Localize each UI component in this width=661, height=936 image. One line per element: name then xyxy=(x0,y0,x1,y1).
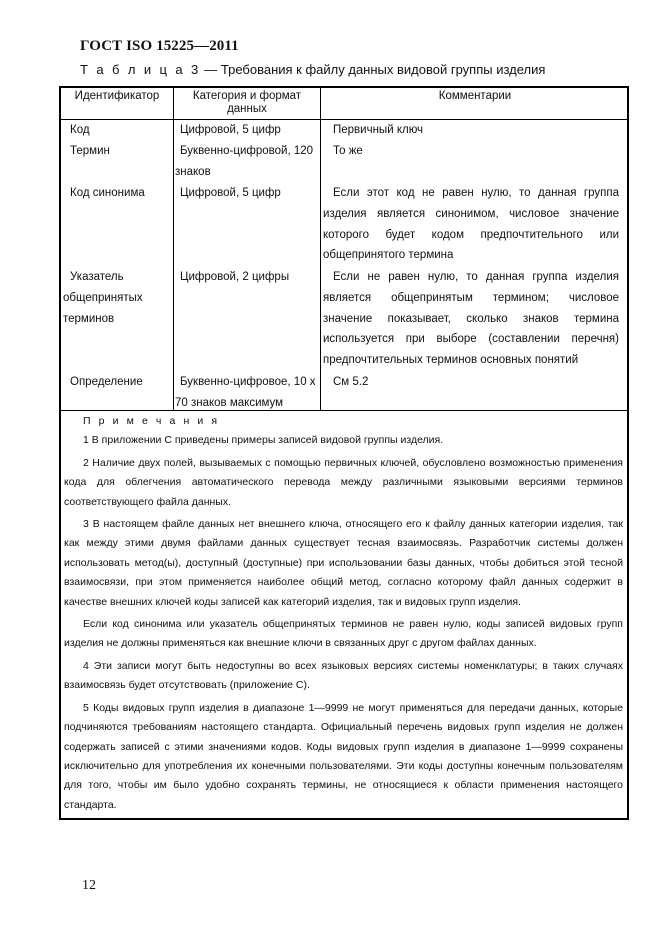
table-cell-id: Код xyxy=(70,124,90,136)
table-caption-label: Т а б л и ц а 3 xyxy=(80,62,201,77)
table-cell-format: Цифровой, 5 цифр xyxy=(180,187,281,199)
note-paragraph: 3 В настоящем файле данных нет внешнего ключа, относящего его к файлу данных категории изделия, так как между этими двумя файлами данных существует тесная взаимосвязь. Разработчик системы должен использовать метод(ы), доступный (доступные) при использовании базы данных, чтобы добиться этой тесной взаимосвязи, при этом применяется наиболее общий метод, согласно которому файл данных содержит в качестве внешних ключей коды записей как категорий изделия, так и видовых групп изделия. xyxy=(64,518,623,608)
column-header-format: Категория и формат данных xyxy=(192,90,302,115)
column-divider xyxy=(173,88,174,410)
table-cell-id: Указатель общепринятых терминов xyxy=(63,271,143,325)
column-header-identifier: Идентификатор xyxy=(74,90,160,102)
note-paragraph: Если код синонима или указатель общепринятых терминов не равен нулю, коды записей видовых групп изделия не должны применяться как внешние ключи в связанных друг с другом файлах данных. xyxy=(64,618,623,650)
note-paragraph: 2 Наличие двух полей, вызываемых с помощью первичных ключей, обусловлено возможностью применения кода для облегчения автоматического перевода между различными языковыми версиями терминов соответствующего файла данных. xyxy=(64,456,623,508)
table-notes xyxy=(64,412,623,815)
table-cell-comment: Первичный ключ xyxy=(333,124,424,136)
document-header: ГОСТ ISO 15225—2011 xyxy=(80,38,239,54)
requirements-table xyxy=(59,86,629,820)
table-cell-format: Цифровой, 2 цифры xyxy=(180,271,290,283)
table-cell-id: Термин xyxy=(70,145,110,157)
table-caption-title: Требования к файлу данных видовой группы изделия xyxy=(220,62,546,77)
table-cell-format: Буквенно-цифровой, 120 знаков xyxy=(175,145,314,178)
table-cell-id: Определение xyxy=(70,376,143,388)
table-cell-comment: То же xyxy=(333,145,363,157)
table-cell-format: Буквенно-цифровое, 10 х 70 знаков максимум xyxy=(175,376,316,409)
table-cell-format: Цифровой, 5 цифр xyxy=(180,124,281,136)
table-cell-comment: Если этот код не равен нулю, то данная группа изделия является синонимом, числовое значение которого будет кодом предпочтительного или общепринятого термина xyxy=(323,187,619,262)
notes-title: П р и м е ч а н и я xyxy=(83,415,220,427)
page-number: 12 xyxy=(82,878,96,893)
column-header-comments: Комментарии xyxy=(438,90,512,102)
table-cell-id: Код синонима xyxy=(70,187,145,199)
column-divider xyxy=(320,88,321,410)
note-paragraph: 5 Коды видовых групп изделия в диапазоне 1—9999 не могут применяться для передачи данных, которые подчиняются требованиям настоящего стандарта. Официальный перечень видовых групп изделия не должен содержать записей с этими значениями кодов. Коды видовых групп изделия в диапазоне 1—9999 сохранены исключительно для употребления их конечными пользователями. Эти коды доступны конечным пользователям для того, чтобы им было удобно сохранять термины, не относящиеся к области применения настоящего стандарта. xyxy=(64,701,623,811)
table-caption-dash: — xyxy=(200,62,221,77)
table-cell-comment: Если не равен нулю, то данная группа изделия является общепринятым термином; числовое значение показывает, сколько знаков термина используется при выборе (составлении перечня) предпочтительных терминов основных понятий xyxy=(323,271,619,367)
note-paragraph: 4 Эти записи могут быть недоступны во всех языковых версиях системы номенклатуры; в таких случаях взаимосвязь будет отсутствовать (приложение С). xyxy=(64,659,623,692)
note-paragraph: 1 В приложении С приведены примеры записей видовой группы изделия. xyxy=(83,434,444,447)
table-bottom-rule xyxy=(61,410,627,411)
table-cell-comment: См 5.2 xyxy=(333,376,369,388)
table-caption xyxy=(80,62,545,77)
